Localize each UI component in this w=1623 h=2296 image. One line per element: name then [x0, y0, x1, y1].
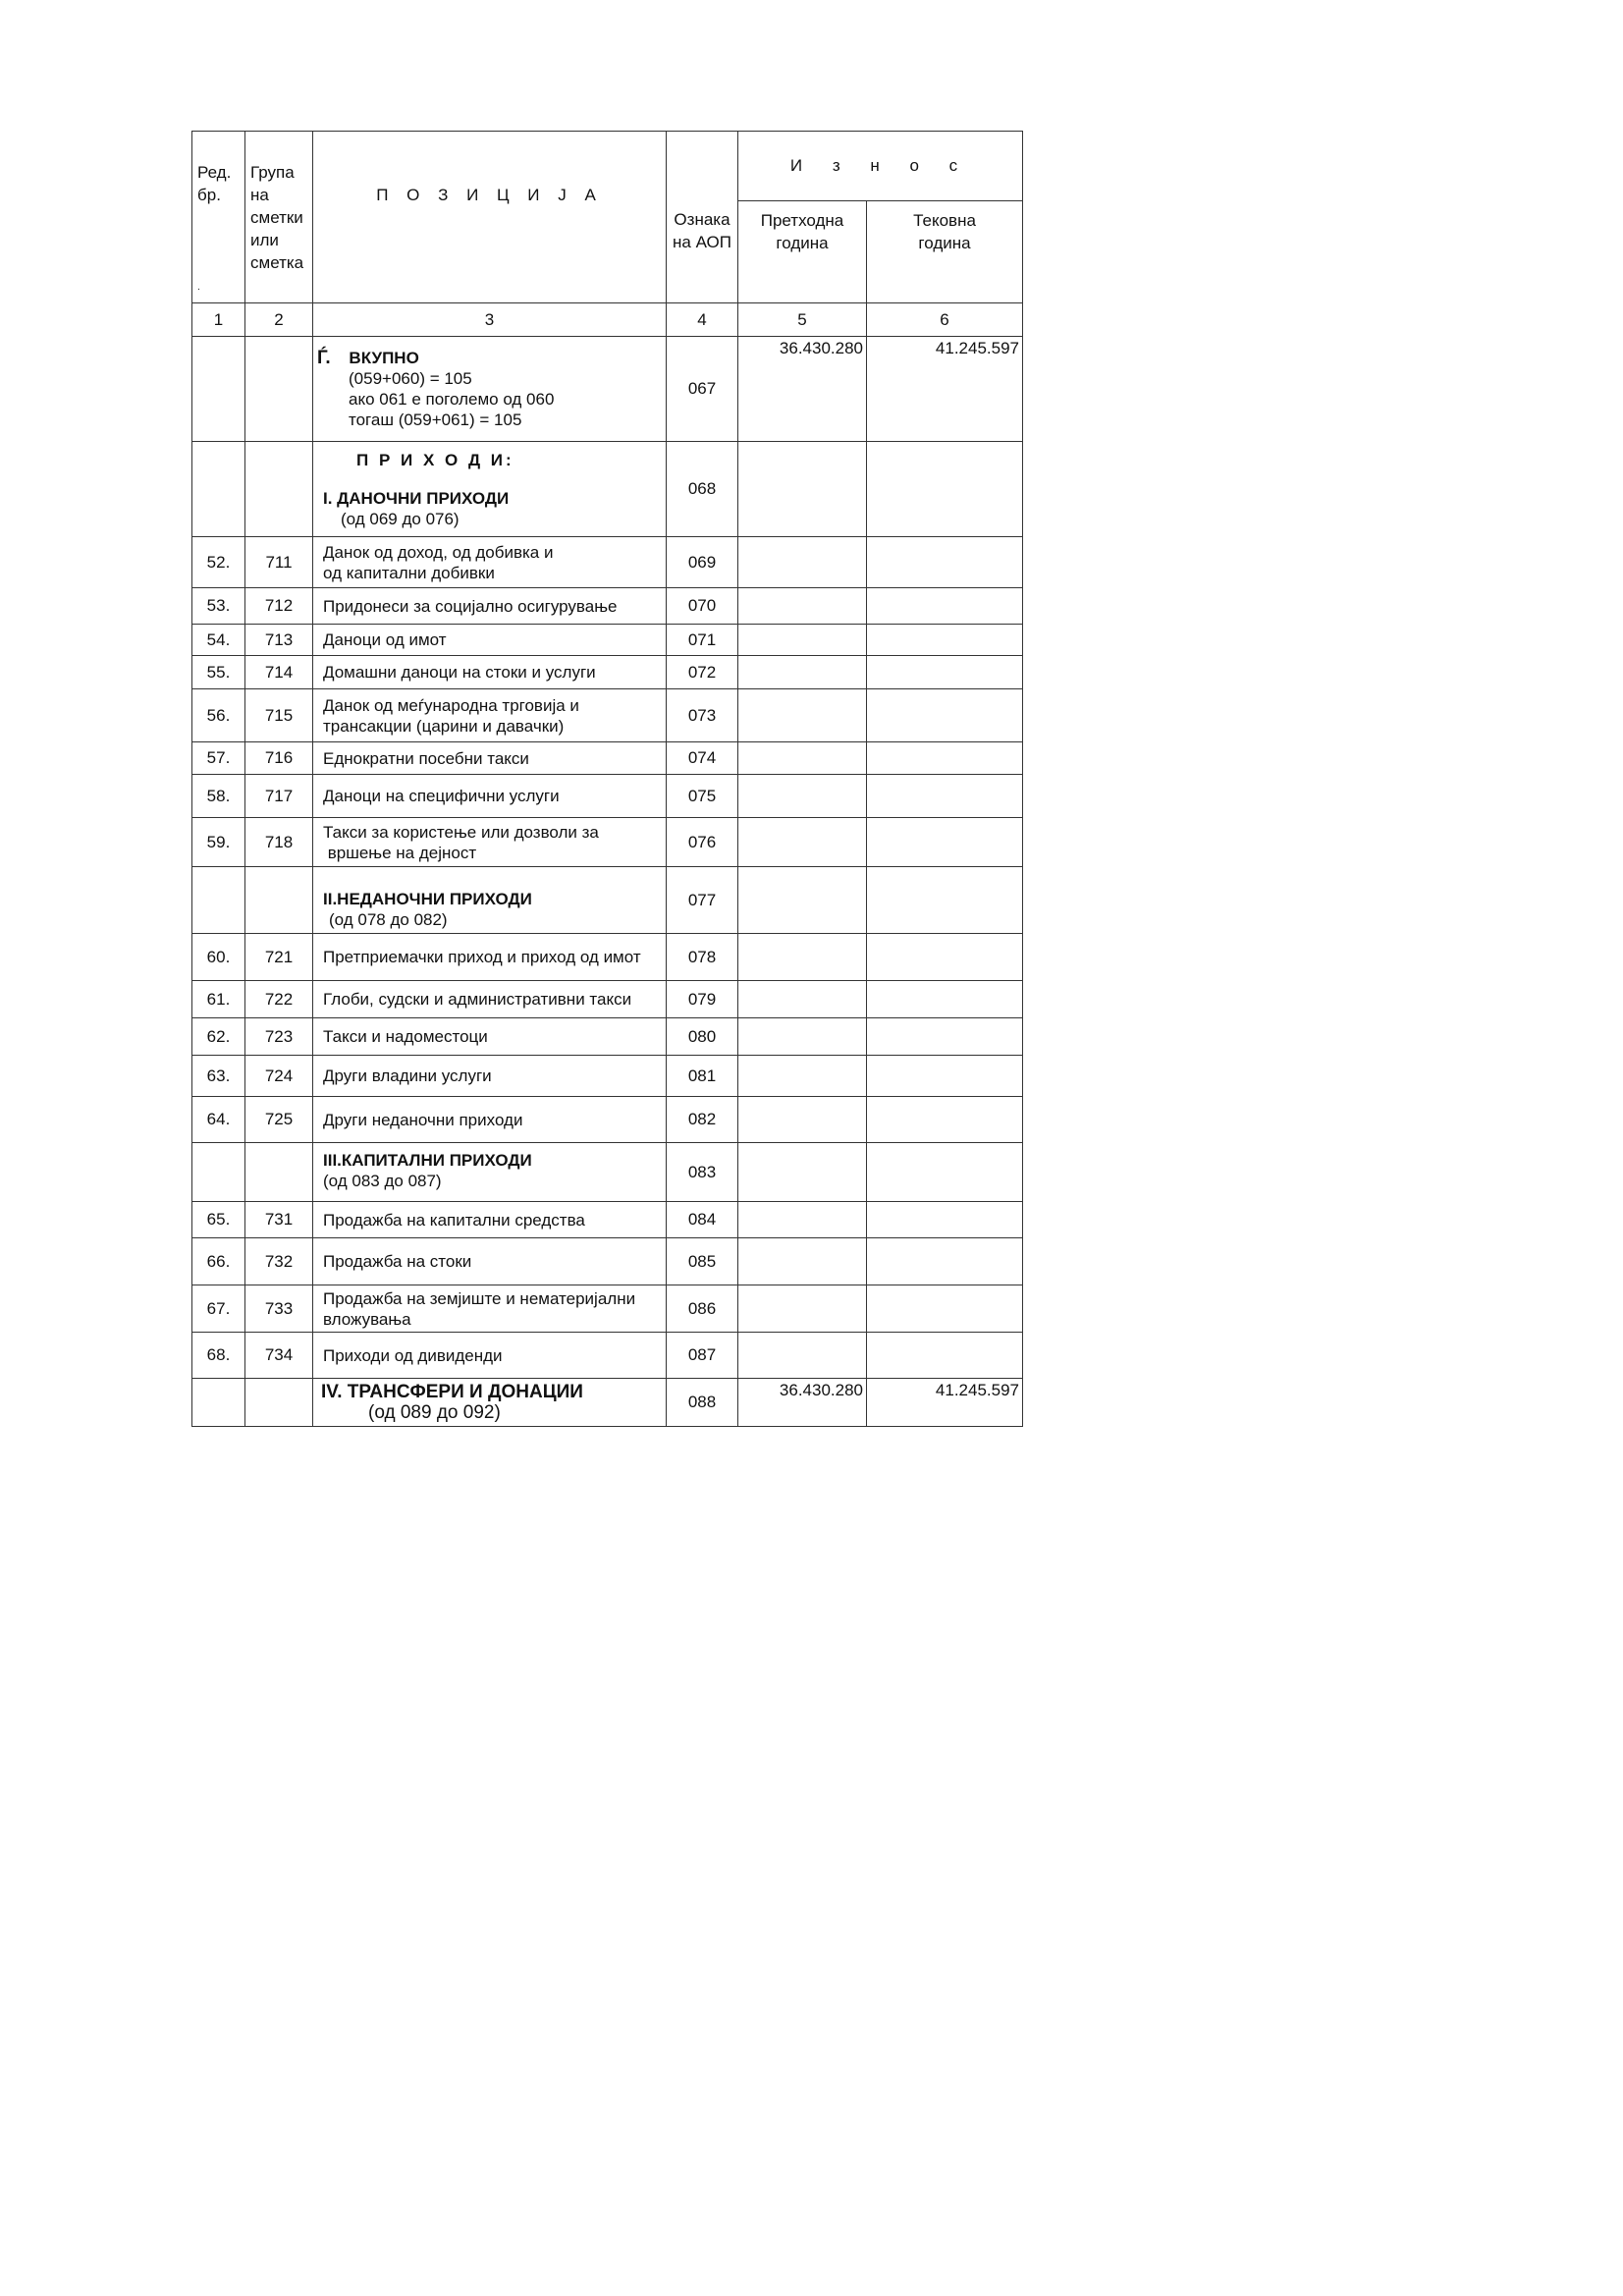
row-previous-amount — [738, 818, 867, 867]
row-position — [313, 588, 667, 625]
table-row — [192, 1097, 1023, 1143]
nontax-range: (од 078 до 082) — [329, 910, 448, 929]
header-red-br-text: Ред. бр. — [197, 163, 232, 204]
row-position — [313, 742, 667, 775]
row-previous-amount — [738, 981, 867, 1018]
row-aop: 087 — [667, 1333, 738, 1379]
column-number: 2 — [245, 303, 313, 337]
row-previous-amount — [738, 1097, 867, 1143]
row-position-line-1: Такси за користење или дозволи за — [323, 822, 599, 842]
table-row — [192, 775, 1023, 818]
table-row — [192, 689, 1023, 742]
table-row — [192, 1056, 1023, 1097]
transfer-header-row — [192, 1379, 1023, 1427]
total-row — [192, 337, 1023, 442]
total-marker: Ѓ. — [317, 348, 331, 368]
row-position-line-1: Даноци на специфични услуги — [323, 787, 560, 805]
table-row — [192, 1238, 1023, 1285]
row-position-line-2: вложувања — [323, 1309, 411, 1329]
financial-statement-sheet — [191, 131, 1022, 1427]
nontax-header-row — [192, 867, 1023, 934]
row-previous-amount — [738, 1018, 867, 1056]
row-number: 63. — [192, 1056, 245, 1097]
row-group: 725 — [245, 1097, 313, 1143]
row-position — [313, 775, 667, 818]
transfer-aop: 088 — [667, 1379, 738, 1427]
row-position-line-1: Глоби, судски и административни такси — [323, 990, 632, 1009]
row-position — [313, 934, 667, 981]
header-group-text: Група на сметки или сметка — [250, 163, 304, 272]
row-position-line-1: Продажба на стоки — [323, 1252, 472, 1271]
row-current-amount — [867, 1202, 1023, 1238]
nontax-header-position — [313, 867, 667, 934]
table-row — [192, 934, 1023, 981]
table-row — [192, 818, 1023, 867]
row-current-amount — [867, 1018, 1023, 1056]
table-row — [192, 742, 1023, 775]
row-position — [313, 981, 667, 1018]
transfer-title: IV. ТРАНСФЕРИ И ДОНАЦИИ — [321, 1382, 583, 1402]
row-group: 713 — [245, 625, 313, 656]
row-number: 65. — [192, 1202, 245, 1238]
row-number: 54. — [192, 625, 245, 656]
row-previous-amount — [738, 1202, 867, 1238]
table-row — [192, 1285, 1023, 1333]
row-group: 721 — [245, 934, 313, 981]
tax-income-rows — [192, 537, 1023, 867]
income-aop: 068 — [667, 442, 738, 537]
total-current: 41.245.597 — [867, 337, 1023, 442]
row-group: 724 — [245, 1056, 313, 1097]
row-previous-amount — [738, 934, 867, 981]
row-number: 57. — [192, 742, 245, 775]
row-current-amount — [867, 1097, 1023, 1143]
row-position — [313, 1056, 667, 1097]
row-position-line-2: од капитални добивки — [323, 563, 495, 582]
row-aop: 086 — [667, 1285, 738, 1333]
row-position — [313, 1285, 667, 1333]
header-dot: . — [197, 282, 200, 293]
row-current-amount — [867, 818, 1023, 867]
header-amount: И з н о с — [738, 132, 1023, 201]
row-position — [313, 625, 667, 656]
row-position-line-1: Домашни даноци на стоки и услуги — [323, 663, 596, 682]
tax-income-title: I. ДАНОЧНИ ПРИХОДИ — [323, 489, 510, 508]
row-current-amount — [867, 537, 1023, 588]
total-previous: 36.430.280 — [738, 337, 867, 442]
row-position-line-1: Продажба на земјиште и нематеријални — [323, 1288, 636, 1308]
transfer-current: 41.245.597 — [867, 1379, 1023, 1427]
row-current-amount — [867, 1056, 1023, 1097]
header-aop — [667, 132, 738, 303]
row-group: 711 — [245, 537, 313, 588]
row-position — [313, 818, 667, 867]
row-current-amount — [867, 934, 1023, 981]
row-previous-amount — [738, 1238, 867, 1285]
row-position-line-2: трансакции (царини и давачки) — [323, 716, 565, 736]
row-group: 717 — [245, 775, 313, 818]
total-aop: 067 — [667, 337, 738, 442]
row-group: 714 — [245, 656, 313, 689]
table-row — [192, 1333, 1023, 1379]
column-number: 4 — [667, 303, 738, 337]
row-position — [313, 656, 667, 689]
row-previous-amount — [738, 1285, 867, 1333]
row-number: 52. — [192, 537, 245, 588]
row-current-amount — [867, 588, 1023, 625]
row-position-line-1: Такси и надоместоци — [323, 1027, 488, 1046]
row-position-line-1: Даноци од имот — [323, 630, 447, 649]
column-number: 3 — [313, 303, 667, 337]
total-formula-1: (059+060) = 105 — [349, 369, 472, 388]
row-current-amount — [867, 1238, 1023, 1285]
row-position-line-1: Други владини услуги — [323, 1066, 492, 1085]
row-aop: 080 — [667, 1018, 738, 1056]
row-aop: 074 — [667, 742, 738, 775]
row-aop: 085 — [667, 1238, 738, 1285]
column-number: 6 — [867, 303, 1023, 337]
row-aop: 079 — [667, 981, 738, 1018]
row-number: 53. — [192, 588, 245, 625]
row-current-amount — [867, 775, 1023, 818]
row-position-line-1: Придонеси за социјално осигурување — [323, 596, 618, 616]
row-aop: 078 — [667, 934, 738, 981]
column-number: 1 — [192, 303, 245, 337]
transfer-previous: 36.430.280 — [738, 1379, 867, 1427]
row-number: 55. — [192, 656, 245, 689]
capital-header-position — [313, 1143, 667, 1202]
row-number: 62. — [192, 1018, 245, 1056]
row-current-amount — [867, 1333, 1023, 1379]
row-previous-amount — [738, 689, 867, 742]
row-position — [313, 689, 667, 742]
total-title: ВКУПНО — [349, 349, 419, 367]
row-previous-amount — [738, 625, 867, 656]
row-previous-amount — [738, 1333, 867, 1379]
row-current-amount — [867, 625, 1023, 656]
total-position — [313, 337, 667, 442]
row-previous-amount — [738, 588, 867, 625]
header-previous-year-text: Претходна година — [760, 211, 844, 252]
row-aop: 072 — [667, 656, 738, 689]
row-position-line-1: Продажба на капитални средства — [323, 1210, 585, 1230]
row-group: 722 — [245, 981, 313, 1018]
row-group: 712 — [245, 588, 313, 625]
row-aop: 082 — [667, 1097, 738, 1143]
income-header-row — [192, 442, 1023, 537]
row-number: 61. — [192, 981, 245, 1018]
header-group — [245, 132, 313, 303]
row-current-amount — [867, 656, 1023, 689]
row-aop: 075 — [667, 775, 738, 818]
row-group: 716 — [245, 742, 313, 775]
row-position — [313, 1333, 667, 1379]
row-position-line-2: вршење на дејност — [323, 843, 477, 862]
row-position-line-1: Претприемачки приход и приход од имот — [323, 948, 641, 966]
row-number: 66. — [192, 1238, 245, 1285]
row-position — [313, 1202, 667, 1238]
income-header-position — [313, 442, 667, 537]
income-title: П Р И Х О Д И: — [356, 451, 514, 469]
column-number-row — [192, 303, 1023, 337]
table-row — [192, 537, 1023, 588]
row-number: 67. — [192, 1285, 245, 1333]
row-group: 718 — [245, 818, 313, 867]
row-group: 723 — [245, 1018, 313, 1056]
transfer-range: (од 089 до 092) — [368, 1402, 501, 1423]
row-aop: 084 — [667, 1202, 738, 1238]
capital-income-rows — [192, 1202, 1023, 1379]
table-row — [192, 1018, 1023, 1056]
row-aop: 070 — [667, 588, 738, 625]
header-current-year-text: Тековна година — [913, 211, 976, 252]
row-aop: 076 — [667, 818, 738, 867]
row-previous-amount — [738, 742, 867, 775]
row-position-line-1: Данок од меѓународна трговија и — [323, 695, 579, 715]
row-position — [313, 537, 667, 588]
total-formula-2: ако 061 е поголемо од 060 — [349, 390, 555, 409]
header-position: П О З И Ц И Ј А — [313, 132, 667, 303]
row-aop: 073 — [667, 689, 738, 742]
income-table — [191, 131, 1023, 1427]
capital-aop: 083 — [667, 1143, 738, 1202]
column-number: 5 — [738, 303, 867, 337]
row-group: 732 — [245, 1238, 313, 1285]
row-number: 64. — [192, 1097, 245, 1143]
nontax-income-rows — [192, 934, 1023, 1143]
row-position-line-1: Еднократни посебни такси — [323, 748, 529, 768]
capital-range: (од 083 до 087) — [323, 1172, 442, 1190]
row-position-line-1: Други неданочни приходи — [323, 1110, 523, 1129]
row-group: 733 — [245, 1285, 313, 1333]
transfer-header-position — [313, 1379, 667, 1427]
header-previous-year — [738, 201, 867, 303]
row-current-amount — [867, 742, 1023, 775]
tax-income-range: (од 069 до 076) — [341, 510, 460, 528]
table-row — [192, 656, 1023, 689]
row-position — [313, 1018, 667, 1056]
row-number: 59. — [192, 818, 245, 867]
row-number: 68. — [192, 1333, 245, 1379]
table-row — [192, 625, 1023, 656]
capital-header-row — [192, 1143, 1023, 1202]
row-previous-amount — [738, 775, 867, 818]
row-current-amount — [867, 1285, 1023, 1333]
capital-title: III.КАПИТАЛНИ ПРИХОДИ — [323, 1151, 532, 1170]
row-current-amount — [867, 689, 1023, 742]
row-position — [313, 1238, 667, 1285]
row-number: 60. — [192, 934, 245, 981]
row-position-line-1: Данок од доход, од добивка и — [323, 542, 554, 562]
row-group: 734 — [245, 1333, 313, 1379]
row-position — [313, 1097, 667, 1143]
nontax-title: II.НЕДАНОЧНИ ПРИХОДИ — [323, 890, 532, 908]
row-previous-amount — [738, 1056, 867, 1097]
row-aop: 071 — [667, 625, 738, 656]
row-number: 56. — [192, 689, 245, 742]
row-previous-amount — [738, 537, 867, 588]
header-aop-text: Ознака на АОП — [673, 210, 731, 251]
nontax-aop: 077 — [667, 867, 738, 934]
table-row — [192, 981, 1023, 1018]
header-current-year — [867, 201, 1023, 303]
row-group: 715 — [245, 689, 313, 742]
table-row — [192, 1202, 1023, 1238]
row-position-line-1: Приходи од дивиденди — [323, 1345, 503, 1365]
table-row — [192, 588, 1023, 625]
row-aop: 069 — [667, 537, 738, 588]
row-previous-amount — [738, 656, 867, 689]
header-red-br — [192, 132, 245, 303]
total-formula-3: тогаш (059+061) = 105 — [349, 410, 522, 429]
row-group: 731 — [245, 1202, 313, 1238]
row-aop: 081 — [667, 1056, 738, 1097]
row-number: 58. — [192, 775, 245, 818]
row-current-amount — [867, 981, 1023, 1018]
